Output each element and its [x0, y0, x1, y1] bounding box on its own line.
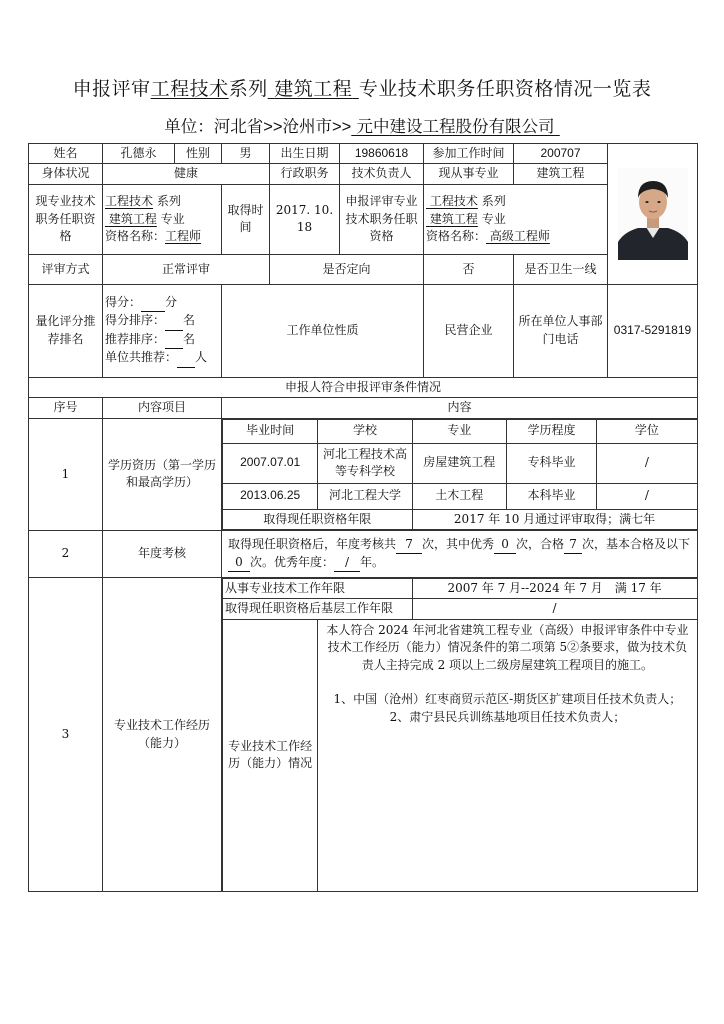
edu-header-school: 学校: [318, 419, 412, 443]
qualification-table: [28, 143, 698, 892]
edu-row-school: 河北工程技术高等专科学校: [318, 443, 412, 483]
current-major-label: 现从事专业: [424, 164, 514, 184]
unit-line: 单位：河北省>>沧州市>> 元中建设工程股份有限公司: [164, 117, 555, 136]
experience-content: [222, 577, 698, 891]
edu-content: [222, 418, 698, 530]
col-content-header: 内容: [222, 398, 698, 418]
annual-item: 年度考核: [103, 530, 222, 577]
obtain-date: 2017. 10. 18: [270, 184, 340, 254]
experience-item: 专业技术工作经历（能力）: [103, 577, 222, 891]
current-qual-detail: 工程技术 系列 建筑工程 专业 资格名称：工程师: [103, 184, 222, 254]
applicant-photo: [618, 168, 688, 260]
health-value: 健康: [103, 164, 270, 184]
work-start-label: 参加工作时间: [424, 144, 514, 164]
photo-cell: [608, 144, 698, 285]
annual-content: 取得现任职资格后，年度考核共 7 次，其中优秀 0 次，合格 7 次，基本合格及以下0 次。优秀年度： / 年。: [222, 530, 698, 577]
annual-qualified: 7: [564, 536, 582, 554]
health-label: 身体状况: [29, 164, 103, 184]
page-title: 申报评审工程技术系列 建筑工程 专业技术职务任职资格情况一览表: [72, 78, 652, 100]
edu-table: [222, 419, 698, 530]
quant-label: 量化评分推荐排名: [29, 284, 103, 377]
review-method-value: 正常评审: [103, 254, 270, 284]
org-type-value: 民营企业: [424, 284, 514, 377]
project-item: 1、中国（沧州）红枣商贸示范区-期货区扩建项目任技术负责人；: [333, 692, 682, 707]
admin-label: 行政职务: [270, 164, 340, 184]
birth-value: 19860618: [340, 144, 424, 164]
edu-years-label: 取得现任职资格年限: [223, 509, 413, 529]
experience-no: 3: [29, 577, 103, 891]
experience-years-value: 2007 年 7 月--2024 年 7 月 满 17 年: [412, 578, 697, 598]
gender-label: 性别: [175, 144, 222, 164]
grassroots-label: 取得现任职资格后基层工作年限: [223, 599, 413, 619]
directional-label: 是否定向: [270, 254, 424, 284]
name-label: 姓名: [29, 144, 103, 164]
edu-no: 1: [29, 418, 103, 530]
edu-row-school: 河北工程大学: [318, 483, 412, 509]
name-value: 孔德永: [103, 144, 175, 164]
edu-row-date: 2007.07.01: [223, 443, 318, 483]
annual-below: 0: [228, 554, 250, 572]
experience-years-label: 从事专业技术工作年限: [223, 578, 413, 598]
conditions-header: 申报人符合申报评审条件情况: [29, 377, 698, 397]
gender-value: 男: [222, 144, 270, 164]
edu-item: 学历资历（第一学历和最高学历）: [103, 418, 222, 530]
col-item-header: 内容项目: [103, 398, 222, 418]
grassroots-value: /: [412, 599, 697, 619]
edu-row-degree: /: [597, 483, 697, 509]
edu-header-level: 学历程度: [506, 419, 596, 443]
org-type-label: 工作单位性质: [222, 284, 424, 377]
edu-header-date: 毕业时间: [223, 419, 318, 443]
current-qual-label: 现专业技术职务任职资格: [29, 184, 103, 254]
edu-row-date: 2013.06.25: [223, 483, 318, 509]
company-name: 元中建设工程股份有限公司: [356, 117, 555, 136]
annual-total: 7: [396, 536, 422, 554]
work-start-value: 200707: [514, 144, 608, 164]
birth-label: 出生日期: [270, 144, 340, 164]
current-major-value: 建筑工程: [514, 164, 608, 184]
experience-sub-label: 专业技术工作经历（能力）情况: [223, 619, 318, 891]
edu-header-major: 专业: [412, 419, 506, 443]
project-item: 2、肃宁县民兵训练基地项目任技术负责人；: [389, 709, 626, 724]
annual-years: /: [334, 554, 360, 572]
quant-detail: 得分： 分 得分排序： 名 推荐排序： 名 单位共推荐： 人: [103, 284, 222, 377]
edu-row-degree: /: [597, 443, 697, 483]
col-no-header: 序号: [29, 398, 103, 418]
annual-excellent: 0: [494, 536, 516, 554]
experience-narrative: 本人符合 2024 年河北省建筑工程专业（高级）申报评审条件中专业技术工作经历（能力）情况条件的第二项第 5②条要求，做为技术负责人主持完成 2 项以上二级房屋建筑工程项目的施工。 1、中国（沧州）红枣商贸示范区-期货区扩建项目任技术负责人； 2、肃宁县民兵训练基地项目任技术负责人；: [318, 619, 697, 891]
apply-qual-label: 申报评审专业技术职务任职资格: [340, 184, 424, 254]
experience-table: [222, 578, 698, 892]
admin-value: 技术负责人: [340, 164, 424, 184]
edu-row-level: 本科毕业: [506, 483, 596, 509]
obtain-label: 取得时间: [222, 184, 270, 254]
review-method-label: 评审方式: [29, 254, 103, 284]
apply-qual-detail: 工程技术 系列 建筑工程 专业 资格名称： 高级工程师: [424, 184, 608, 254]
edu-row-level: 专科毕业: [506, 443, 596, 483]
directional-value: 否: [424, 254, 514, 284]
edu-row-major: 房屋建筑工程: [412, 443, 506, 483]
phone-value: 0317-5291819: [608, 284, 698, 377]
phone-label: 所在单位人事部门电话: [514, 284, 608, 377]
edu-header-degree: 学位: [597, 419, 697, 443]
edu-row-major: 土木工程: [412, 483, 506, 509]
edu-years-value: 2017 年 10 月通过评审取得；满七年: [412, 509, 697, 529]
annual-no: 2: [29, 530, 103, 577]
frontline-label: 是否卫生一线: [514, 254, 608, 284]
